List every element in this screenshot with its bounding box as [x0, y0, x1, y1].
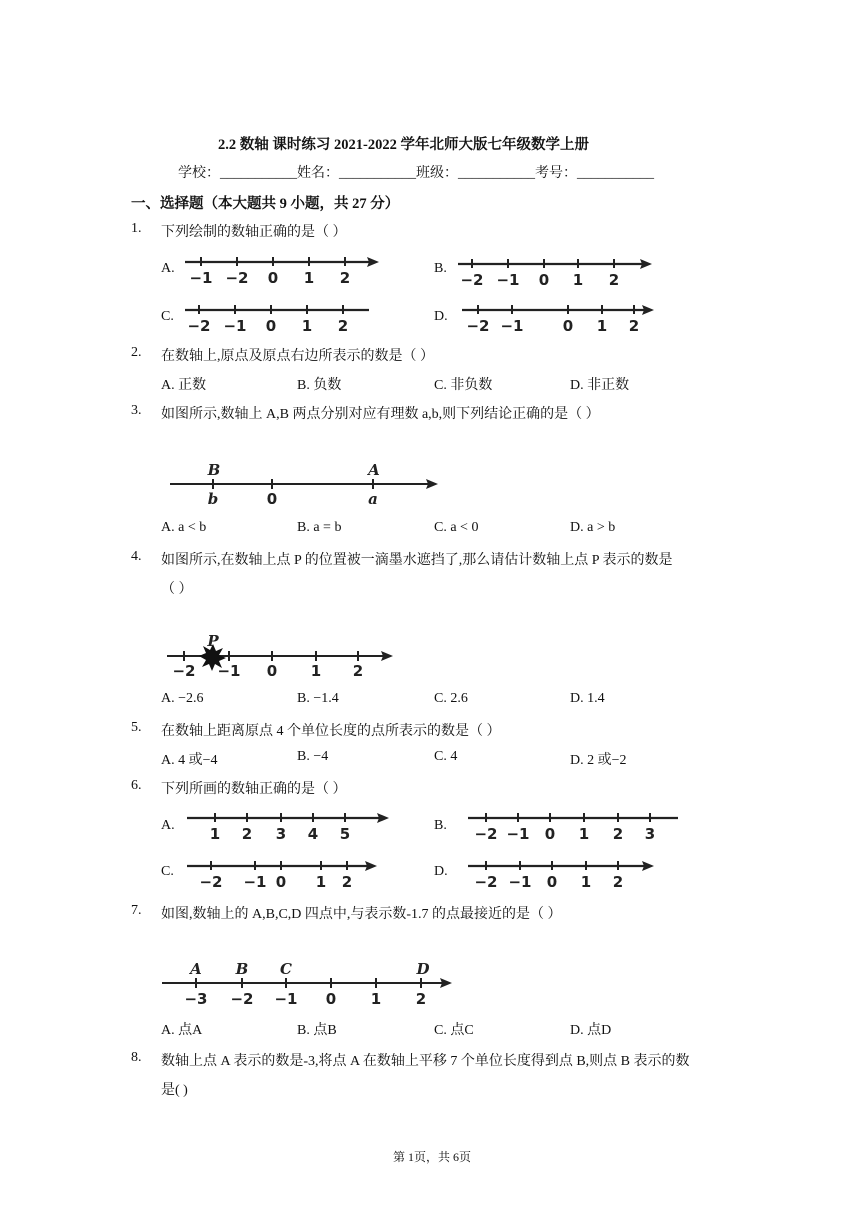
tick-label: −2: [230, 990, 254, 1008]
option-label: C.: [161, 864, 174, 879]
option-label: A.: [161, 261, 175, 276]
tick-label: 2: [339, 269, 351, 287]
option: B. a = b: [297, 520, 342, 535]
point-label: A: [190, 960, 202, 978]
tick-label: −1: [243, 873, 267, 891]
tick-label: 2: [612, 873, 624, 891]
tick-label: −1: [189, 269, 213, 287]
tick-label: −2: [466, 317, 490, 335]
tick-label: 1: [303, 269, 315, 287]
tick-label: 2: [612, 825, 624, 843]
option: D. a > b: [570, 520, 616, 535]
tick-label: 1: [315, 873, 327, 891]
tick-label: 4: [307, 825, 319, 843]
tick-label: −3: [184, 990, 208, 1008]
number-line-figure: [185, 856, 385, 892]
option: B. −4: [297, 749, 329, 764]
question-text: 在数轴上距离原点 4 个单位长度的点所表示的数是（ ）: [161, 724, 501, 739]
tick-label: −2: [187, 317, 211, 335]
section-title: 一、选择题（本大题共 9 小题，共 27 分）: [131, 196, 400, 212]
option: A. a < b: [161, 520, 207, 535]
number-line-figure: [183, 300, 383, 336]
option-label: C.: [161, 309, 174, 324]
origin-label: 0: [266, 490, 278, 508]
number-line-figure: [466, 856, 666, 892]
tick-label: 0: [538, 271, 550, 289]
point-label: B: [235, 960, 249, 978]
tick-label: 2: [241, 825, 253, 843]
tick-label: −1: [274, 990, 298, 1008]
option: C. 点C: [434, 1023, 474, 1038]
tick-label: 2: [337, 317, 349, 335]
number-line-figure: [466, 808, 680, 844]
option: C. 非负数: [434, 378, 493, 393]
option-label: A.: [161, 818, 175, 833]
tick-label: 0: [267, 269, 279, 287]
tick-label: −2: [225, 269, 249, 287]
tick-label: 5: [339, 825, 351, 843]
option: C. a < 0: [434, 520, 479, 535]
number-line-figure: [168, 460, 448, 508]
option: C. 2.6: [434, 691, 468, 706]
question-text: 下列绘制的数轴正确的是（ ）: [161, 225, 347, 240]
tick-label: 0: [325, 990, 337, 1008]
tick-label: 0: [562, 317, 574, 335]
option: D. 点D: [570, 1023, 612, 1038]
number-line-figure: [183, 252, 383, 288]
number-line-figure: [165, 632, 405, 680]
point-label: P: [207, 632, 219, 650]
tick-label: 1: [301, 317, 313, 335]
tick-label: −1: [506, 825, 530, 843]
tick-label: 0: [275, 873, 287, 891]
option: D. 2 或−2: [570, 753, 627, 768]
point-label: C: [280, 960, 292, 978]
question-number: 4.: [131, 549, 142, 564]
tick-label: 2: [628, 317, 640, 335]
option: B. 点B: [297, 1023, 337, 1038]
option: A. 点A: [161, 1023, 203, 1038]
option: A. −2.6: [161, 691, 204, 706]
tick-label: 3: [275, 825, 287, 843]
option: A. 正数: [161, 378, 207, 393]
option: D. 1.4: [570, 691, 605, 706]
tick-label: 2: [352, 662, 364, 680]
question-number: 5.: [131, 720, 142, 735]
question-number: 6.: [131, 778, 142, 793]
question-text: 如图,数轴上的 A,B,C,D 四点中,与表示数-1.7 的点最接近的是（ ）: [161, 907, 562, 922]
value-label: a: [368, 490, 378, 508]
tick-label: −2: [474, 825, 498, 843]
option: D. 非正数: [570, 378, 630, 393]
point-label: D: [416, 960, 430, 978]
tick-label: −1: [217, 662, 241, 680]
option: C. 4: [434, 749, 458, 764]
question-number: 8.: [131, 1050, 142, 1065]
option: B. 负数: [297, 378, 342, 393]
question-number: 2.: [131, 345, 142, 360]
option-label: B.: [434, 818, 447, 833]
tick-label: −2: [172, 662, 196, 680]
tick-label: −1: [223, 317, 247, 335]
question-text: 数轴上点 A 表示的数是-3,将点 A 在数轴上平移 7 个单位长度得到点 B,则点 B 表示的数: [161, 1054, 690, 1069]
tick-label: −1: [496, 271, 520, 289]
point-label: A: [368, 461, 380, 479]
tick-label: 1: [596, 317, 608, 335]
tick-label: 2: [608, 271, 620, 289]
tick-label: 0: [266, 662, 278, 680]
value-label: b: [207, 490, 219, 508]
tick-label: 1: [209, 825, 221, 843]
question-text-cont: 是( ): [161, 1083, 188, 1098]
page-title: 2.2 数轴 课时练习 2021-2022 学年北师大版七年级数学上册: [218, 137, 589, 153]
question-text: 下列所画的数轴正确的是（ ）: [161, 782, 347, 797]
question-text: 在数轴上,原点及原点右边所表示的数是（ ）: [161, 349, 434, 364]
question-text-cont: （ ）: [161, 582, 193, 597]
number-line-figure: [160, 958, 460, 1008]
tick-label: −2: [474, 873, 498, 891]
tick-label: 0: [265, 317, 277, 335]
tick-label: 1: [580, 873, 592, 891]
tick-label: 0: [546, 873, 558, 891]
tick-label: 1: [572, 271, 584, 289]
tick-label: 1: [578, 825, 590, 843]
number-line-figure: [456, 254, 656, 290]
question-number: 7.: [131, 903, 142, 918]
option-label: D.: [434, 309, 448, 324]
tick-label: 2: [341, 873, 353, 891]
question-text: 如图所示,数轴上 A,B 两点分别对应有理数 a,b,则下列结论正确的是（ ）: [161, 407, 600, 422]
number-line-figure: [460, 300, 660, 336]
option-label: B.: [434, 261, 447, 276]
tick-label: −1: [500, 317, 524, 335]
option: B. −1.4: [297, 691, 339, 706]
tick-label: 1: [370, 990, 382, 1008]
question-number: 1.: [131, 221, 142, 236]
number-line-figure: [185, 808, 395, 844]
tick-label: 1: [310, 662, 322, 680]
tick-label: −2: [460, 271, 484, 289]
option: A. 4 或−4: [161, 753, 218, 768]
tick-label: 0: [544, 825, 556, 843]
option-label: D.: [434, 864, 448, 879]
tick-label: 2: [415, 990, 427, 1008]
question-text: 如图所示,在数轴上点 P 的位置被一滴墨水遮挡了,那么请估计数轴上点 P 表示的数是: [161, 553, 673, 568]
question-number: 3.: [131, 403, 142, 418]
page-number: 第 1页，共 6页: [393, 1150, 472, 1164]
tick-label: −1: [508, 873, 532, 891]
tick-label: 3: [644, 825, 656, 843]
tick-label: −2: [199, 873, 223, 891]
student-info-fields: 学校：___________姓名：___________班级：___________考号：___________: [178, 166, 654, 181]
point-label: B: [207, 461, 221, 479]
